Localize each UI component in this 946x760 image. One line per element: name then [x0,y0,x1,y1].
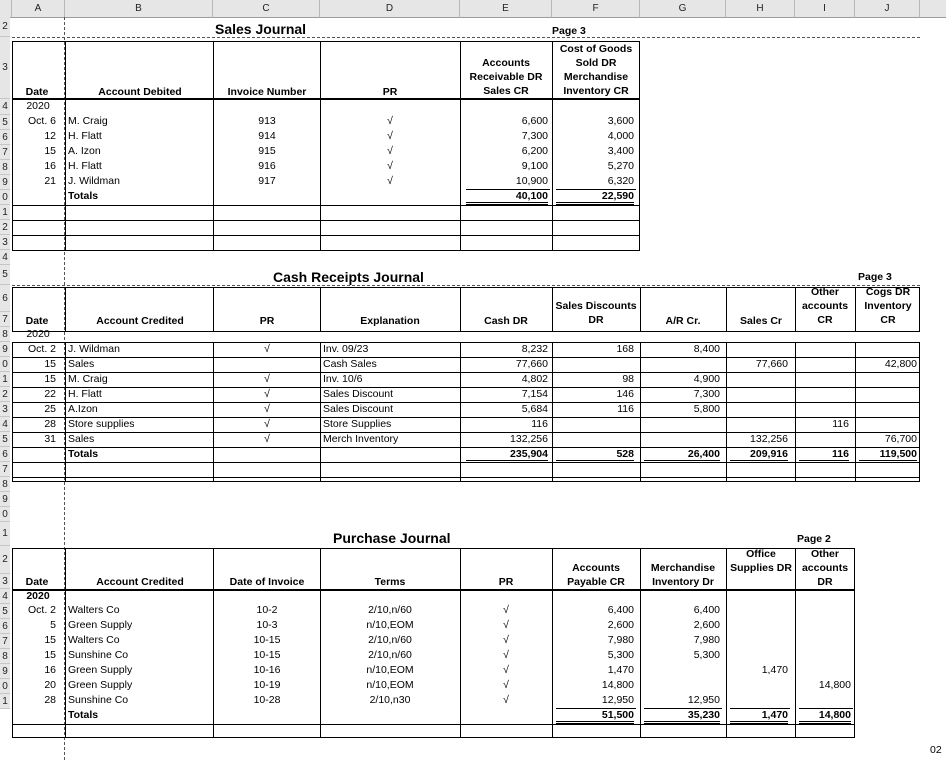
page-break-top [12,37,920,38]
grid-line [213,342,214,482]
grid-line [320,99,321,251]
grid-line [640,287,641,332]
cash-row-pr: √ [264,388,270,400]
purchase-row-office: 1,470 [761,664,788,676]
grid-line [320,548,321,590]
purchase-row-pr: √ [503,634,509,646]
sales-row-ar: 10,900 [515,175,548,187]
row-header[interactable]: 1 [0,372,10,387]
cash-row-cash: 4,802 [521,373,548,385]
purchase-row-pr: √ [503,679,509,691]
purchase-row-account: Green Supply [68,679,133,691]
cash-row-sales: 77,660 [755,358,788,370]
row-header[interactable]: 2 [0,546,10,574]
cash-row-ar: 8,400 [693,343,720,355]
purchase-row-ap: 2,600 [607,619,634,631]
cash-total-other: 116 [799,448,849,463]
row-header[interactable]: 1 [0,694,10,709]
cash-header-pr: PR [259,315,275,327]
purchase-header-date: Date [25,576,49,588]
sales-row-cogs: 3,600 [607,115,634,127]
purchase-row-account: Green Supply [68,664,133,676]
cash-year: 2020 [26,328,50,340]
grid-line [460,548,461,590]
sales-row-invoice: 915 [258,145,276,157]
grid-line [12,235,640,236]
sales-row-invoice: 913 [258,115,276,127]
cash-header-cash-dr: Cash DR [484,315,528,327]
grid-line [726,548,727,590]
sales-total-ar: 40,100 [466,190,548,205]
cash-header-ar-cr: A/R Cr. [665,315,701,327]
purchase-row-ap: 1,470 [607,664,634,676]
sales-row-invoice: 917 [258,175,276,187]
cash-row-account: H. Flatt [68,388,102,400]
cash-row-explanation: Merch Inventory [323,433,399,445]
row-header[interactable]: 7 [0,634,10,649]
grid-line [855,342,856,482]
purchase-row-terms: n/10,EOM [366,679,414,691]
purchase-row-date: Oct. 2 [27,604,56,616]
row-header[interactable]: 7 [0,462,10,477]
purchase-header-accounts-payable: Accounts Payable CR [567,562,625,588]
cash-row-cash: 132,256 [510,433,548,445]
purchase-row-ap: 7,980 [607,634,634,646]
row-header[interactable]: 6 [0,447,10,462]
sales-row-pr: √ [387,175,393,187]
cash-row-cash: 8,232 [521,343,548,355]
grid-line [12,205,640,206]
grid-line [213,41,214,99]
purchase-row-account: Walters Co [68,634,120,646]
row-header[interactable]: 9 [0,492,10,507]
cash-header-date: Date [25,315,49,327]
grid-line [552,342,553,482]
purchase-row-date: 15 [44,634,56,646]
cash-row-discount: 168 [616,343,634,355]
grid-line [12,250,640,251]
row-header[interactable]: 5 [0,265,10,285]
purchase-row-pr: √ [503,649,509,661]
column-header-e[interactable]: E [460,0,552,18]
sales-row-cogs: 4,000 [607,130,634,142]
page-break-middle [12,285,920,286]
sales-header-date: Date [25,86,49,98]
cash-row-explanation: Sales Discount [323,403,394,415]
grid-line [460,342,461,482]
purchase-row-terms: 2/10,n/60 [368,604,412,616]
row-header[interactable]: 8 [0,649,10,664]
sales-header-cost-of-goods: Cost of Goods Sold DR Merchandise Inventory CR [559,43,633,97]
cash-row-account: A.Izon [68,403,98,415]
cash-row-cogs: 42,800 [884,358,917,370]
purchase-row-terms: 2/10,n/60 [368,649,412,661]
grid-line [795,590,796,738]
grid-line [12,477,920,478]
purchase-total-other: 14,800 [799,709,851,724]
sales-row-invoice: 914 [258,130,276,142]
grid-line [65,342,66,482]
grid-line [320,590,321,738]
sales-row-account: A. Izon [68,145,101,157]
row-header[interactable]: 7 [0,312,10,327]
row-header[interactable]: 4 [0,589,10,604]
row-header[interactable]: 3 [0,235,10,250]
purchase-row-pr: √ [503,694,509,706]
cash-row-date: 15 [44,373,56,385]
purchase-row-account: Green Supply [68,619,133,631]
cash-total-sales: 209,916 [730,448,788,463]
grid-line [213,99,214,251]
cash-row-explanation: Store Supplies [323,418,392,430]
cash-row-pr: √ [264,433,270,445]
grid-line [65,41,66,99]
row-header[interactable]: 8 [0,327,10,342]
purchase-row-account: Walters Co [68,604,120,616]
cash-row-pr: √ [264,373,270,385]
purchase-row-terms: 2/10,n30 [369,694,411,706]
cash-row-explanation: Inv. 09/23 [323,343,369,355]
row-header[interactable]: 3 [0,574,10,589]
grid-line [726,342,727,482]
cash-row-date: 28 [44,418,56,430]
cash-row-account: Sales [68,358,95,370]
cash-row-ar: 7,300 [693,388,720,400]
sales-row-cogs: 3,400 [607,145,634,157]
sales-journal-title: Sales Journal [215,21,307,37]
cash-row-pr: √ [264,343,270,355]
purchase-page-label: Page 2 [797,533,831,545]
sales-row-cogs: 5,270 [607,160,634,172]
sales-header-pr: PR [382,86,398,98]
sales-row-date: 15 [44,145,56,157]
grid-line [12,724,855,725]
sales-row-date: Oct. 6 [27,115,56,127]
purchase-row-pr: √ [503,619,509,631]
purchase-row-merch: 5,300 [693,649,720,661]
sales-row-cogs: 6,320 [607,175,634,187]
sales-row-ar: 9,100 [521,160,548,172]
sales-row-date: 16 [44,160,56,172]
sales-row-ar: 6,200 [521,145,548,157]
grid-line [460,590,461,738]
grid-line [460,41,461,99]
cash-page-label: Page 3 [858,271,892,283]
row-header[interactable]: 2 [0,387,10,402]
grid-line [320,41,321,99]
sales-row-pr: √ [387,160,393,172]
grid-line [320,287,321,332]
cash-row-pr: √ [264,418,270,430]
column-header-j[interactable]: J [855,0,920,18]
purchase-header-merchandise-inventory: Merchandise Inventory Dr [650,562,716,588]
cash-row-other: 116 [832,418,849,430]
row-header[interactable]: 0 [0,507,10,522]
cash-row-account: M. Craig [68,373,108,385]
cash-row-discount: 146 [616,388,634,400]
row-header[interactable]: 2 [0,17,10,37]
sales-row-account: M. Craig [68,115,108,127]
grid-line [213,548,214,590]
cash-row-sales: 132,256 [750,433,788,445]
row-header[interactable]: 0 [0,679,10,694]
cash-row-date: 31 [44,433,56,445]
row-header[interactable]: 6 [0,619,10,634]
cash-totals-label: Totals [68,448,99,460]
grid-line [460,99,461,251]
purchase-row-merch: 6,400 [693,604,720,616]
column-header-j-extent [920,0,946,18]
truncated-cell-text: 02 [930,744,942,756]
purchase-row-date: 28 [44,694,56,706]
purchase-total-merch: 35,230 [644,709,720,724]
purchase-row-date: 20 [44,679,56,691]
sales-totals-label: Totals [68,190,99,202]
grid-line [65,287,66,332]
sales-row-invoice: 916 [258,160,276,172]
grid-line [640,548,641,590]
purchase-row-ap: 5,300 [607,649,634,661]
column-header-g[interactable]: G [640,0,726,18]
sales-header-accounts-receivable: Accounts Receivable DR Sales CR [469,57,543,97]
purchase-header-office-supplies: Office Supplies DR [730,548,792,574]
grid-line [320,342,321,482]
cash-row-pr: √ [264,403,270,415]
grid-line [12,220,640,221]
cash-header-sales-cr: Sales Cr [739,315,783,327]
grid-line [640,590,641,738]
cash-header-cogs-inventory: Cogs DR Inventory CR [864,286,912,326]
sales-row-account: H. Flatt [68,160,102,172]
cash-row-ar: 4,900 [693,373,720,385]
row-header[interactable]: 8 [0,477,10,492]
row-header[interactable]: 9 [0,175,10,190]
row-header[interactable]: 6 [0,130,10,145]
purchase-row-date-of-invoice: 10-2 [256,604,278,616]
column-header-a[interactable]: A [12,0,65,18]
row-header[interactable]: 8 [0,160,10,175]
cash-header-other-accounts: Other accounts CR [801,286,849,326]
cash-row-explanation: Inv. 10/6 [323,373,363,385]
purchase-row-account: Sunshine Co [68,694,129,706]
cash-total-cash: 235,904 [466,448,548,463]
purchase-total-office: 1,470 [730,709,788,724]
sales-row-pr: √ [387,130,393,142]
sales-total-cogs: 22,590 [556,190,634,205]
sales-header-account-debited: Account Debited [98,86,182,98]
cash-row-discount: 116 [617,403,634,415]
purchase-row-merch: 2,600 [693,619,720,631]
grid-line [795,548,796,590]
row-header[interactable]: 0 [0,357,10,372]
purchase-journal-title: Purchase Journal [333,530,451,546]
purchase-row-terms: n/10,EOM [366,664,414,676]
purchase-header-date-of-invoice: Date of Invoice [229,576,305,588]
purchase-row-ap: 12,950 [601,694,634,706]
purchase-row-account: Sunshine Co [68,649,129,661]
column-header-f[interactable]: F [552,0,640,18]
cash-row-ar: 5,800 [693,403,720,415]
purchase-total-ap: 51,500 [556,709,634,724]
cash-total-disc: 528 [556,448,634,463]
cash-row-date: 15 [44,358,56,370]
purchase-header-account-credited: Account Credited [96,576,184,588]
grid-line [65,590,66,738]
cash-row-explanation: Cash Sales [323,358,377,370]
sales-row-pr: √ [387,145,393,157]
purchase-row-merch: 7,980 [693,634,720,646]
cash-row-cash: 77,660 [515,358,548,370]
grid-line [640,342,641,482]
grid-line [213,590,214,738]
row-header[interactable]: 1 [0,205,10,220]
grid-line [65,548,66,590]
grid-line [795,342,796,482]
cash-total-ar: 26,400 [644,448,720,463]
cash-row-cash: 5,684 [521,403,548,415]
purchase-row-ap: 14,800 [601,679,634,691]
grid-line [726,590,727,738]
sales-row-date: 21 [44,175,56,187]
row-header[interactable]: 1 [0,522,10,546]
column-header-d[interactable]: D [320,0,460,18]
row-header[interactable]: 4 [0,99,10,115]
cash-header-sales-discounts: Sales Discounts DR [555,300,637,326]
cash-row-cash: 7,154 [521,388,548,400]
purchase-header-other-accounts: Other accounts DR [801,548,849,588]
grid-line [795,287,796,332]
purchase-row-date-of-invoice: 10-28 [253,694,281,706]
grid-line [726,287,727,332]
cash-row-account: J. Wildman [68,343,120,355]
column-header-b[interactable]: B [65,0,213,18]
cash-row-date: Oct. 2 [27,343,56,355]
grid-line [213,287,214,332]
purchase-row-date-of-invoice: 10-3 [256,619,278,631]
row-header[interactable]: 3 [0,37,10,99]
cash-row-date: 25 [44,403,56,415]
cash-row-cash: 116 [531,418,548,430]
row-header[interactable]: 4 [0,417,10,432]
purchase-row-date-of-invoice: 10-16 [253,664,281,676]
purchase-totals-label: Totals [68,709,99,721]
row-header[interactable]: 2 [0,220,10,235]
purchase-row-pr: √ [503,664,509,676]
row-header[interactable]: 3 [0,402,10,417]
cash-total-cogs: 119,500 [859,448,917,463]
purchase-row-date: 15 [44,649,56,661]
row-header[interactable]: 5 [0,604,10,619]
cash-row-account: Store supplies [68,418,135,430]
purchase-row-ap: 6,400 [607,604,634,616]
cash-row-discount: 98 [622,373,634,385]
purchase-row-date: 5 [50,619,56,631]
grid-line [552,590,553,738]
row-header[interactable]: 9 [0,342,10,357]
purchase-row-date-of-invoice: 10-15 [253,634,281,646]
purchase-row-date-of-invoice: 10-19 [253,679,281,691]
sales-year: 2020 [26,100,50,112]
sales-page-label: Page 3 [552,25,586,37]
sales-row-account: J. Wildman [68,175,120,187]
column-header-h[interactable]: H [726,0,795,18]
row-header[interactable]: 4 [0,250,10,265]
purchase-row-merch: 12,950 [687,694,720,706]
grid-line [552,99,553,251]
row-header[interactable]: 7 [0,145,10,160]
column-header-i[interactable]: I [795,0,855,18]
sales-header-invoice-number: Invoice Number [227,86,307,98]
sales-row-ar: 7,300 [521,130,548,142]
purchase-row-terms: 2/10,n/60 [368,634,412,646]
cash-header-explanation: Explanation [360,315,420,327]
purchase-row-pr: √ [503,604,509,616]
purchase-year: 2020 [26,590,50,602]
cash-row-cogs: 76,700 [884,433,917,445]
cash-row-date: 22 [44,388,56,400]
sales-row-ar: 6,600 [521,115,548,127]
row-header[interactable]: 5 [0,115,10,130]
sales-row-account: H. Flatt [68,130,102,142]
cash-row-explanation: Sales Discount [323,388,394,400]
row-header[interactable]: 9 [0,664,10,679]
grid-line [855,287,856,332]
purchase-header-terms: Terms [374,576,406,588]
row-header[interactable]: 0 [0,190,10,205]
row-header[interactable]: 5 [0,432,10,447]
purchase-row-other: 14,800 [818,679,851,691]
purchase-row-date: 16 [44,664,56,676]
sales-row-date: 12 [44,130,56,142]
column-header-c[interactable]: C [213,0,320,18]
purchase-header-pr: PR [498,576,514,588]
grid-line [460,287,461,332]
cash-row-account: Sales [68,433,95,445]
purchase-row-date-of-invoice: 10-15 [253,649,281,661]
sales-row-pr: √ [387,115,393,127]
row-header[interactable]: 6 [0,285,10,312]
cash-receipts-title: Cash Receipts Journal [273,269,424,285]
grid-line [65,99,66,251]
cash-header-account-credited: Account Credited [96,315,184,327]
corner-cell[interactable] [0,0,12,18]
purchase-row-terms: n/10,EOM [366,619,414,631]
